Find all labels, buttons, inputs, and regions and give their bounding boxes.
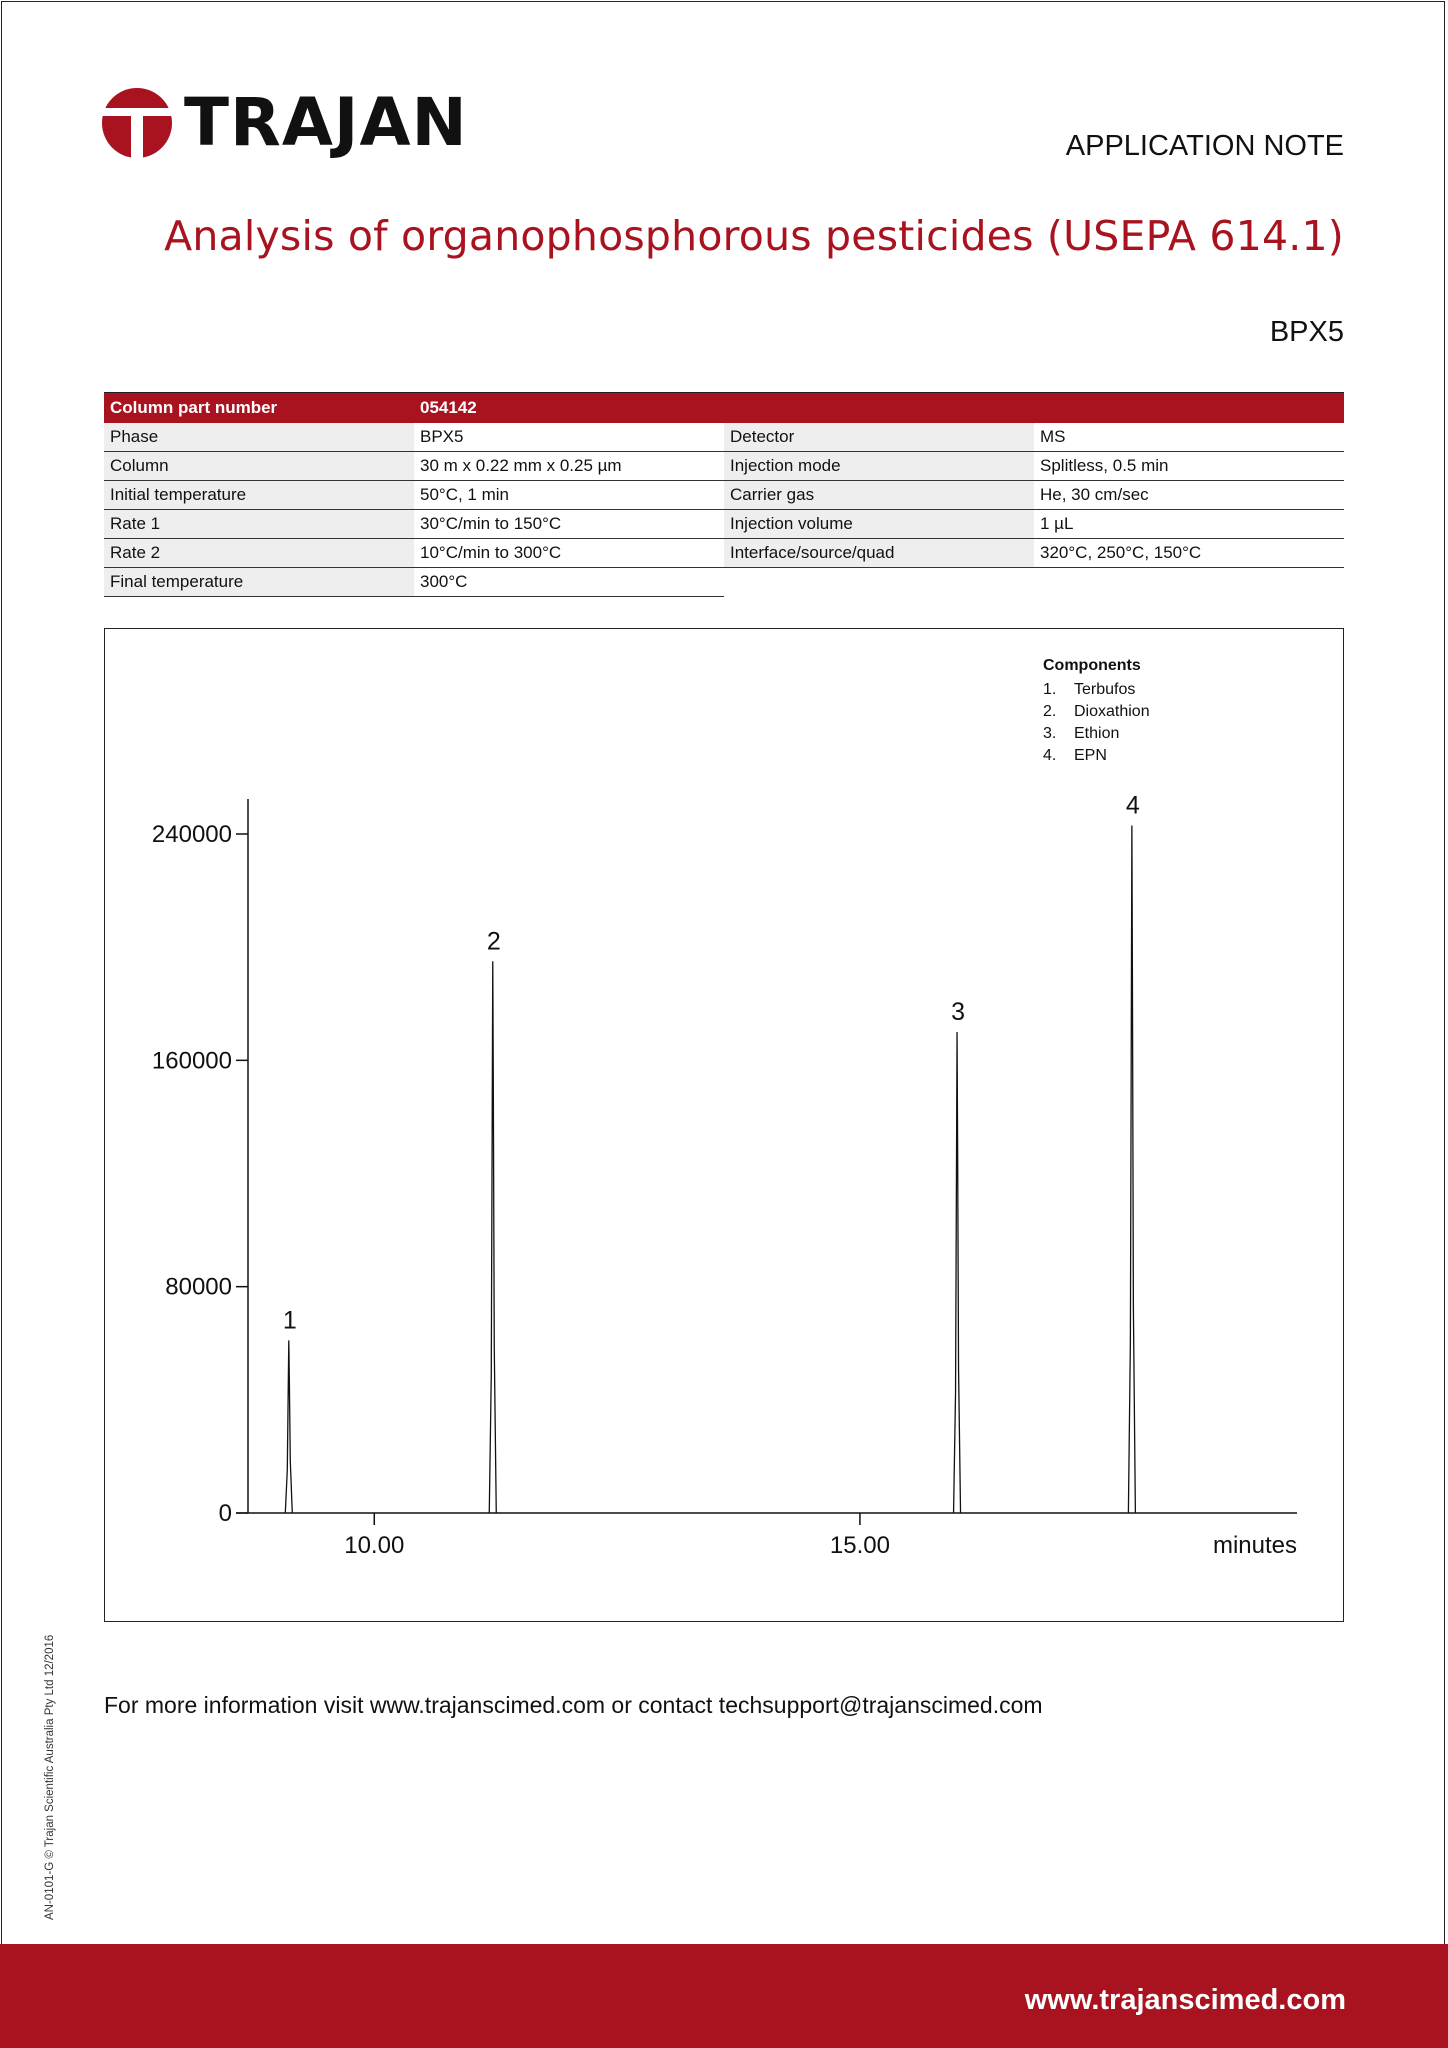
spec-key: Rate 1 <box>104 510 414 538</box>
spec-value: 30 m x 0.22 mm x 0.25 µm <box>420 456 622 475</box>
component-name: Terbufos <box>1074 681 1136 698</box>
spec-value: MS <box>1040 427 1066 446</box>
y-tick-label: 80000 <box>165 1273 232 1301</box>
peak-label: 4 <box>1125 791 1140 820</box>
spec-key: Rate 2 <box>104 539 414 567</box>
y-tick-label: 0 <box>218 1500 232 1527</box>
column-name: BPX5 <box>1269 316 1344 348</box>
spec-key: Final temperature <box>104 568 414 596</box>
component-name: EPN <box>1074 747 1107 764</box>
table-row <box>104 568 724 597</box>
chromatogram-chart <box>105 629 1342 1620</box>
spec-value: 10°C/min to 300°C <box>420 543 562 562</box>
spec-key: Carrier gas <box>724 481 1034 509</box>
brand-name: TRAJAN <box>184 84 468 161</box>
spec-value: 300°C <box>420 572 468 591</box>
footer-url: www.trajanscimed.com <box>1024 1984 1346 2016</box>
peak-label: 1 <box>282 1306 297 1335</box>
peak-label: 3 <box>951 998 965 1027</box>
x-axis-label: minutes <box>1212 1532 1297 1559</box>
page-title: Analysis of organophosphorous pesticides (USEPA 614.1) <box>164 212 1344 260</box>
footer-bar <box>0 1944 1448 2048</box>
component-number: 2. <box>1043 703 1057 720</box>
chromatogram-panel <box>104 628 1344 1622</box>
spec-header-value: 054142 <box>420 398 477 417</box>
component-number: 3. <box>1043 725 1057 742</box>
table-row <box>104 423 1344 452</box>
peak <box>954 1032 961 1513</box>
component-number: 4. <box>1043 747 1057 764</box>
spec-value: Splitless, 0.5 min <box>1040 456 1169 475</box>
component-name: Ethion <box>1074 725 1120 742</box>
table-row <box>104 539 1344 568</box>
spec-table-header <box>104 392 1344 423</box>
spec-value: 50°C, 1 min <box>420 485 510 504</box>
spec-key: Column <box>104 452 414 480</box>
peak <box>285 1340 292 1513</box>
spec-value: 1 µL <box>1040 514 1074 533</box>
spec-value: 320°C, 250°C, 150°C <box>1040 543 1202 562</box>
document-type: APPLICATION NOTE <box>1065 130 1344 162</box>
spec-value: He, 30 cm/sec <box>1040 485 1149 504</box>
spec-key: Detector <box>724 423 1034 451</box>
x-tick-label: 10.00 <box>344 1532 405 1559</box>
components-title: Components <box>1043 657 1141 674</box>
table-row <box>104 510 1344 539</box>
spec-value: BPX5 <box>420 427 464 446</box>
spec-key: Initial temperature <box>104 481 414 509</box>
spec-key: Injection mode <box>724 452 1034 480</box>
contact-info: For more information visit www.trajanscimed.com or contact techsupport@trajanscimed.com <box>104 1692 1043 1718</box>
peak <box>1128 826 1135 1513</box>
x-tick-label: 15.00 <box>829 1532 890 1559</box>
component-number: 1. <box>1043 681 1057 698</box>
spec-value: 30°C/min to 150°C <box>420 514 562 533</box>
spec-table <box>104 392 1344 597</box>
table-row <box>104 481 1344 510</box>
y-tick-label: 240000 <box>151 821 232 848</box>
y-tick-label: 160000 <box>151 1047 232 1075</box>
table-row <box>104 452 1344 481</box>
spec-key: Injection volume <box>724 510 1034 538</box>
component-name: Dioxathion <box>1074 703 1150 720</box>
spec-key: Interface/source/quad <box>724 539 1034 567</box>
peak <box>489 961 496 1513</box>
trajan-logo-icon <box>102 88 172 158</box>
peak-label: 2 <box>486 927 501 956</box>
document-code: AN-0101-G © Trajan Scientific Australia Pty Ltd 12/2016 <box>44 1634 56 1920</box>
spec-header-label: Column part number <box>110 398 278 417</box>
spec-key: Phase <box>104 423 414 451</box>
trajan-logo <box>102 84 468 161</box>
